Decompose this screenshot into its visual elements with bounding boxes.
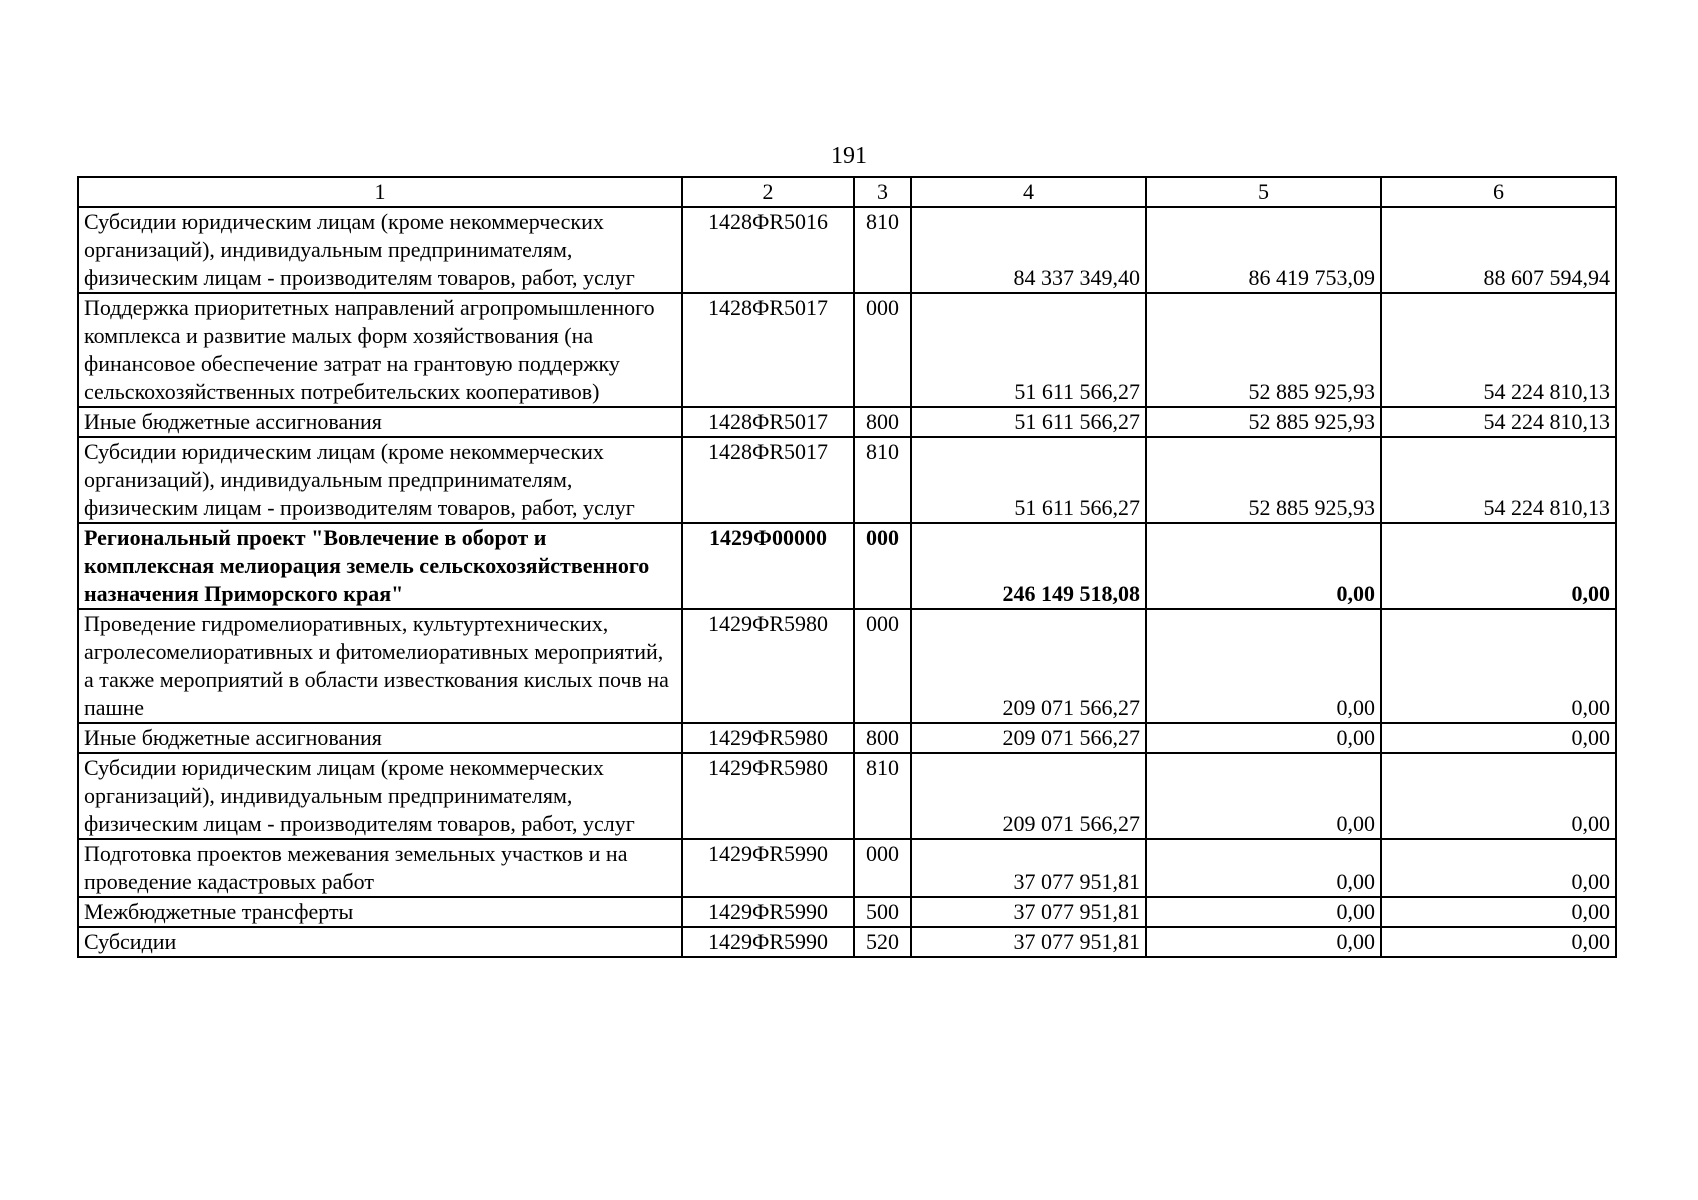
row-expense-type: 800 [854,407,911,437]
column-header: 5 [1146,177,1381,207]
row-target-code: 1429ФR5980 [682,609,854,723]
table-row [78,609,1616,723]
row-amount-col6: 54 224 810,13 [1381,407,1616,437]
row-amount-col6: 0,00 [1381,927,1616,957]
row-target-code: 1428ФR5017 [682,437,854,523]
row-name: Подготовка проектов межевания земельных участков и на проведение кадастровых работ [78,839,682,897]
row-name: Поддержка приоритетных направлений агропромышленного комплекса и развитие малых форм хозяйствования (на финансовое обеспечение затрат на грантовую поддержку сельскохозяйственных потребительских кооперативов) [78,293,682,407]
row-amount-col5: 52 885 925,93 [1146,437,1381,523]
row-amount-col5: 0,00 [1146,927,1381,957]
table-row [78,927,1616,957]
row-amount-col5: 0,00 [1146,839,1381,897]
row-expense-type: 800 [854,723,911,753]
row-amount-col6: 54 224 810,13 [1381,437,1616,523]
column-header: 6 [1381,177,1616,207]
row-expense-type: 000 [854,293,911,407]
row-expense-type: 810 [854,207,911,293]
row-amount-col5: 52 885 925,93 [1146,293,1381,407]
page-number: 191 [831,143,867,169]
row-expense-type: 000 [854,609,911,723]
row-target-code: 1429ФR5990 [682,897,854,927]
row-target-code: 1429ФR5990 [682,839,854,897]
column-header: 3 [854,177,911,207]
row-amount-col5: 0,00 [1146,753,1381,839]
table-header-row [78,177,1616,207]
table-row [78,293,1616,407]
row-amount-col5: 86 419 753,09 [1146,207,1381,293]
row-amount-col4: 209 071 566,27 [911,723,1146,753]
row-amount-col4: 209 071 566,27 [911,609,1146,723]
table-row [78,839,1616,897]
row-name: Проведение гидромелиоративных, культуртехнических, агролесомелиоративных и фитомелиоративных мероприятий, а также мероприятий в области известкования кислых почв на пашне [78,609,682,723]
row-amount-col6: 0,00 [1381,723,1616,753]
row-amount-col5: 0,00 [1146,609,1381,723]
row-amount-col6: 0,00 [1381,753,1616,839]
table-row-bold [78,523,1616,609]
row-amount-col6: 88 607 594,94 [1381,207,1616,293]
column-header: 1 [78,177,682,207]
row-amount-col4: 37 077 951,81 [911,897,1146,927]
table-row [78,407,1616,437]
table-row [78,897,1616,927]
row-amount-col5: 0,00 [1146,523,1381,609]
row-target-code: 1429ФR5980 [682,723,854,753]
column-header: 2 [682,177,854,207]
table-row [78,437,1616,523]
row-target-code: 1429ФR5980 [682,753,854,839]
row-amount-col4: 37 077 951,81 [911,839,1146,897]
row-target-code: 1428ФR5016 [682,207,854,293]
row-name: Субсидии юридическим лицам (кроме некоммерческих организаций), индивидуальным предпринимателям, физическим лицам - производителям товаров, работ, услуг [78,753,682,839]
row-name: Региональный проект "Вовлечение в оборот и комплексная мелиорация земель сельскохозяйственного назначения Приморского края" [78,523,682,609]
row-expense-type: 520 [854,927,911,957]
row-amount-col4: 209 071 566,27 [911,753,1146,839]
row-amount-col4: 51 611 566,27 [911,293,1146,407]
row-amount-col6: 0,00 [1381,609,1616,723]
row-name: Субсидии юридическим лицам (кроме некоммерческих организаций), индивидуальным предпринимателям, физическим лицам - производителям товаров, работ, услуг [78,437,682,523]
row-amount-col4: 51 611 566,27 [911,437,1146,523]
row-expense-type: 000 [854,839,911,897]
row-amount-col6: 54 224 810,13 [1381,293,1616,407]
budget-table [77,176,1617,958]
table-row [78,207,1616,293]
row-expense-type: 500 [854,897,911,927]
row-amount-col5: 0,00 [1146,897,1381,927]
column-header: 4 [911,177,1146,207]
row-amount-col5: 52 885 925,93 [1146,407,1381,437]
row-target-code: 1429ФR5990 [682,927,854,957]
table-row [78,753,1616,839]
row-target-code: 1428ФR5017 [682,293,854,407]
row-target-code: 1429Ф00000 [682,523,854,609]
row-expense-type: 810 [854,437,911,523]
row-amount-col4: 246 149 518,08 [911,523,1146,609]
row-name: Субсидии юридическим лицам (кроме некоммерческих организаций), индивидуальным предпринимателям, физическим лицам - производителям товаров, работ, услуг [78,207,682,293]
row-target-code: 1428ФR5017 [682,407,854,437]
row-amount-col4: 84 337 349,40 [911,207,1146,293]
row-name: Межбюджетные трансферты [78,897,682,927]
row-name: Иные бюджетные ассигнования [78,407,682,437]
row-amount-col4: 37 077 951,81 [911,927,1146,957]
table-row [78,723,1616,753]
row-name: Иные бюджетные ассигнования [78,723,682,753]
row-amount-col5: 0,00 [1146,723,1381,753]
row-amount-col6: 0,00 [1381,897,1616,927]
row-amount-col4: 51 611 566,27 [911,407,1146,437]
row-expense-type: 810 [854,753,911,839]
row-amount-col6: 0,00 [1381,523,1616,609]
row-expense-type: 000 [854,523,911,609]
row-amount-col6: 0,00 [1381,839,1616,897]
row-name: Субсидии [78,927,682,957]
